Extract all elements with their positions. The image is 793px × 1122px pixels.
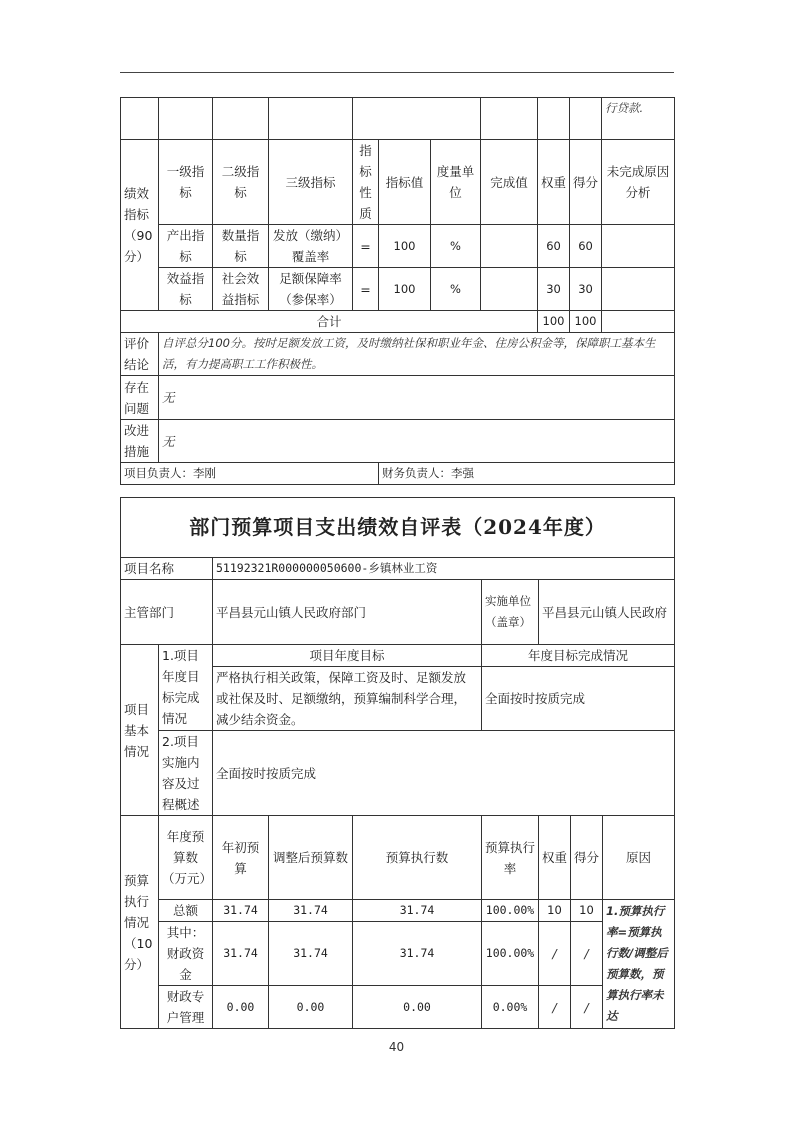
form-title: 部门预算项目支出绩效自评表（2024年度） <box>121 498 675 558</box>
total-score: 100 <box>570 311 602 333</box>
goal-text: 严格执行相关政策，保障工资及时、足额发放或社保及时、足额缴纳，预算编制科学合理，减少结余资金。 <box>213 667 482 731</box>
row-reason <box>602 225 675 268</box>
budget-row-executed: 0.00 <box>353 986 482 1029</box>
row-actual <box>481 225 538 268</box>
row-reason <box>602 268 675 311</box>
budget-header-weight: 权重 <box>539 816 571 900</box>
table-row <box>121 225 675 268</box>
impl-unit-label: 实施单位（盖章） <box>482 580 539 645</box>
budget-header-reason: 原因 <box>603 816 675 900</box>
row-value: 100 <box>379 268 431 311</box>
impl-unit-value: 平昌县元山镇人民政府 <box>539 580 675 645</box>
row-score: 60 <box>570 225 602 268</box>
impl-text: 全面按时按质完成 <box>213 731 675 816</box>
budget-row-rate: 100.00% <box>482 900 539 922</box>
budget-row-score: / <box>571 922 603 986</box>
problems-row <box>121 376 675 420</box>
goal-completion-header: 年度目标完成情况 <box>482 645 675 667</box>
budget-row-initial: 0.00 <box>213 986 269 1029</box>
row-level1: 产出指标 <box>159 225 213 268</box>
row-nature: = <box>353 225 379 268</box>
row-level3: 发放（缴纳）覆盖率 <box>269 225 353 268</box>
budget-header-rate: 预算执行率 <box>482 816 539 900</box>
budget-header-annual: 年度预算数（万元） <box>159 816 213 900</box>
budget-row-rate: 0.00% <box>482 986 539 1029</box>
budget-row-executed: 31.74 <box>353 900 482 922</box>
header-actual: 完成值 <box>481 140 538 225</box>
budget-row-initial: 31.74 <box>213 900 269 922</box>
page-number: 40 <box>388 1040 405 1054</box>
budget-row-weight: / <box>539 986 571 1029</box>
title-row <box>121 498 675 558</box>
problems-label: 存在问题 <box>121 376 159 420</box>
row-weight: 30 <box>538 268 570 311</box>
self-evaluation-form <box>120 497 675 1029</box>
budget-header-adjusted: 调整后预算数 <box>269 816 353 900</box>
table-row <box>121 986 675 1029</box>
budget-row-adjusted: 31.74 <box>269 900 353 922</box>
conclusion-text: 自评总分100分。按时足额发放工资，及时缴纳社保和职业年金、住房公积金等，保障职工基本生活，有力提高职工工作积极性。 <box>159 333 675 376</box>
header-unit: 度量单位 <box>431 140 481 225</box>
finance-lead: 财务负责人：李强 <box>379 463 675 485</box>
budget-section-label: 预算执行情况（10分） <box>121 816 159 1029</box>
impl-label: 2.项目实施内容及过程概述 <box>159 731 213 816</box>
total-label: 合计 <box>121 311 538 333</box>
header-reason: 未完成原因分析 <box>602 140 675 225</box>
implementation-row <box>121 731 675 816</box>
table-row <box>121 268 675 311</box>
carryover-row <box>121 98 675 140</box>
row-level2: 社会效益指标 <box>213 268 269 311</box>
budget-row-score: 10 <box>571 900 603 922</box>
budget-row-label: 其中：财政资金 <box>159 922 213 986</box>
goal-header-row <box>121 645 675 667</box>
conclusion-label: 评价结论 <box>121 333 159 376</box>
row-weight: 60 <box>538 225 570 268</box>
header-nature: 指标性质 <box>353 140 379 225</box>
goal-completion: 全面按时按质完成 <box>482 667 675 731</box>
table-row <box>121 900 675 922</box>
basic-info-label: 项目基本情况 <box>121 645 159 816</box>
row-unit: % <box>431 268 481 311</box>
row-actual <box>481 268 538 311</box>
total-weight: 100 <box>538 311 570 333</box>
budget-row-initial: 31.74 <box>213 922 269 986</box>
budget-row-score: / <box>571 986 603 1029</box>
project-lead: 项目负责人：李刚 <box>121 463 379 485</box>
header-level3: 三级指标 <box>269 140 353 225</box>
improvements-text: 无 <box>159 420 675 463</box>
project-name-label: 项目名称 <box>121 558 213 580</box>
total-row <box>121 311 675 333</box>
budget-header-initial: 年初预算 <box>213 816 269 900</box>
dept-value: 平昌县元山镇人民政府部门 <box>213 580 482 645</box>
carryover-reason: 行贷款. <box>602 98 675 140</box>
budget-header-executed: 预算执行数 <box>353 816 482 900</box>
budget-row-executed: 31.74 <box>353 922 482 986</box>
department-row <box>121 580 675 645</box>
header-level1: 一级指标 <box>159 140 213 225</box>
budget-row-label: 总额 <box>159 900 213 922</box>
budget-row-label: 财政专户管理 <box>159 986 213 1029</box>
problems-text: 无 <box>159 376 675 420</box>
indicator-header-row <box>121 140 675 225</box>
row-level2: 数量指标 <box>213 225 269 268</box>
budget-row-weight: / <box>539 922 571 986</box>
header-level2: 二级指标 <box>213 140 269 225</box>
budget-header-row <box>121 816 675 900</box>
budget-header-score: 得分 <box>571 816 603 900</box>
signature-row <box>121 463 675 485</box>
budget-row-rate: 100.00% <box>482 922 539 986</box>
project-name-row <box>121 558 675 580</box>
budget-reason-text: 1.预算执行率=预算执行数/调整后预算数，预算执行率未达 <box>603 900 675 1029</box>
budget-row-weight: 10 <box>539 900 571 922</box>
performance-indicator-table <box>120 97 675 485</box>
row-level1: 效益指标 <box>159 268 213 311</box>
header-weight: 权重 <box>538 140 570 225</box>
perf-section-label: 绩效指标（90分） <box>121 140 159 311</box>
conclusion-row <box>121 333 675 376</box>
header-score: 得分 <box>570 140 602 225</box>
project-name: 51192321R000000050600-乡镇林业工资 <box>213 558 675 580</box>
budget-row-adjusted: 0.00 <box>269 986 353 1029</box>
budget-row-adjusted: 31.74 <box>269 922 353 986</box>
header-value: 指标值 <box>379 140 431 225</box>
row-unit: % <box>431 225 481 268</box>
row-level3: 足额保障率（参保率） <box>269 268 353 311</box>
improvements-row <box>121 420 675 463</box>
dept-label: 主管部门 <box>121 580 213 645</box>
improvements-label: 改进措施 <box>121 420 159 463</box>
row-score: 30 <box>570 268 602 311</box>
table-row <box>121 922 675 986</box>
goal-header: 项目年度目标 <box>213 645 482 667</box>
row-value: 100 <box>379 225 431 268</box>
row-nature: = <box>353 268 379 311</box>
page-header-rule <box>120 72 674 73</box>
goal-label: 1.项目年度目标完成情况 <box>159 645 213 731</box>
